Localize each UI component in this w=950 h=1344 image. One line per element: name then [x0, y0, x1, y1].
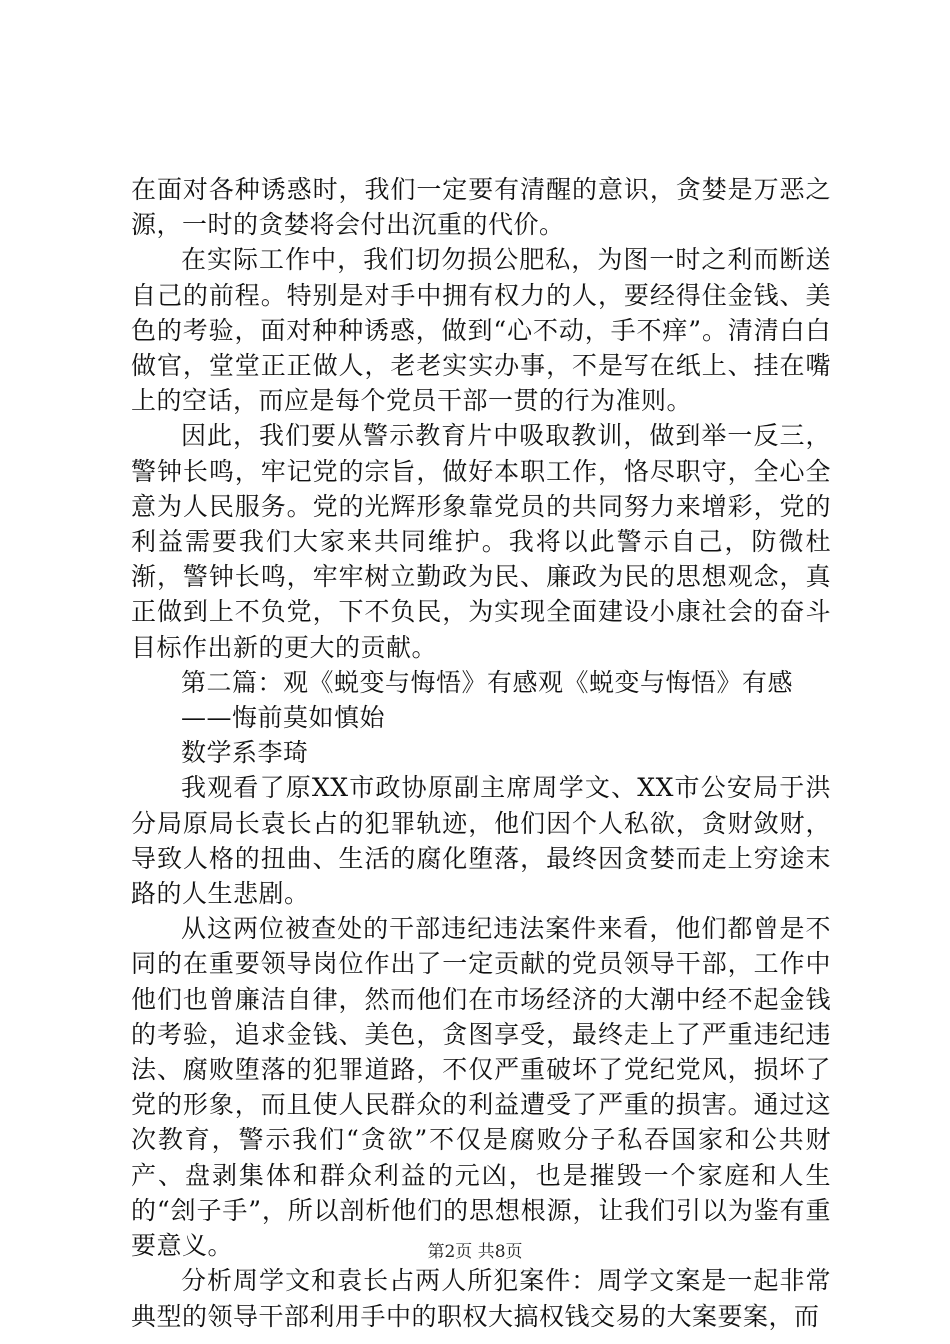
section-title: 第二篇：观《蜕变与悔悟》有感观《蜕变与悔悟》有感	[181, 667, 794, 697]
section-subtitle: ——悔前莫如慎始	[181, 703, 386, 733]
paragraph-6: 分析周学文和袁长占两人所犯案件：周学文案是一起非常典型的领导干部利用手中的职权大搞权钱交易的大案要案，而	[131, 1266, 831, 1331]
paragraph-3: 因此，我们要从警示教育片中吸取教训，做到举一反三，警钟长鸣，牢记党的宗旨，做好本职工作，恪尽职守，全心全意为人民服务。党的光辉形象靠党员的共同努力来增彩，党的利益需要我们大家来共同维护。我将以此警示自己，防微杜渐，警钟长鸣，牢牢树立勤政为民、廉政为民的思想观念，真正做到上不负党，下不负民，为实现全面建设小康社会的奋斗目标作出新的更大的贡献。	[131, 421, 831, 662]
paragraph-5: 从这两位被查处的干部违纪违法案件来看，他们都曾是不同的在重要领导岗位作出了一定贡献的党员领导干部，工作中他们也曾廉洁自律，然而他们在市场经济的大潮中经不起金钱的考验，追求金钱、美色，贪图享受，最终走上了严重违纪违法、腐败堕落的犯罪道路，不仅严重破坏了党纪党风，损坏了党的形象，而且使人民群众的利益遭受了严重的损害。通过这次教育，警示我们“贪欲”不仅是腐败分子私吞国家和公共财产、盘剥集体和群众利益的元凶，也是摧毁一个家庭和人生的“刽子手”，所以剖析他们的思想根源，让我们引以为鉴有重要意义。	[131, 914, 831, 1261]
paragraph-1: 在面对各种诱惑时，我们一定要有清醒的意识，贪婪是万恶之源，一时的贪婪将会付出沉重的代价。	[131, 175, 831, 240]
document-body	[131, 172, 831, 1334]
paragraph-2: 在实际工作中，我们切勿损公肥私，为图一时之利而断送自己的前程。特别是对手中拥有权力的人，要经得住金钱、美色的考验，面对种种诱惑，做到“心不动，手不痒”。清清白白做官，堂堂正正做人，老老实实办事，不是写在纸上、挂在嘴上的空话，而应是每个党员干部一贯的行为准则。	[131, 245, 831, 416]
author-line: 数学系李琦	[181, 738, 309, 768]
paragraph-4: 我观看了原XX市政协原副主席周学文、XX市公安局于洪分局原局长袁长占的犯罪轨迹，他们因个人私欲，贪财敛财，导致人格的扭曲、生活的腐化堕落，最终因贪婪而走上穷途末路的人生悲剧。	[131, 773, 831, 909]
page-number-footer: 第2页 共8页	[427, 1242, 523, 1262]
